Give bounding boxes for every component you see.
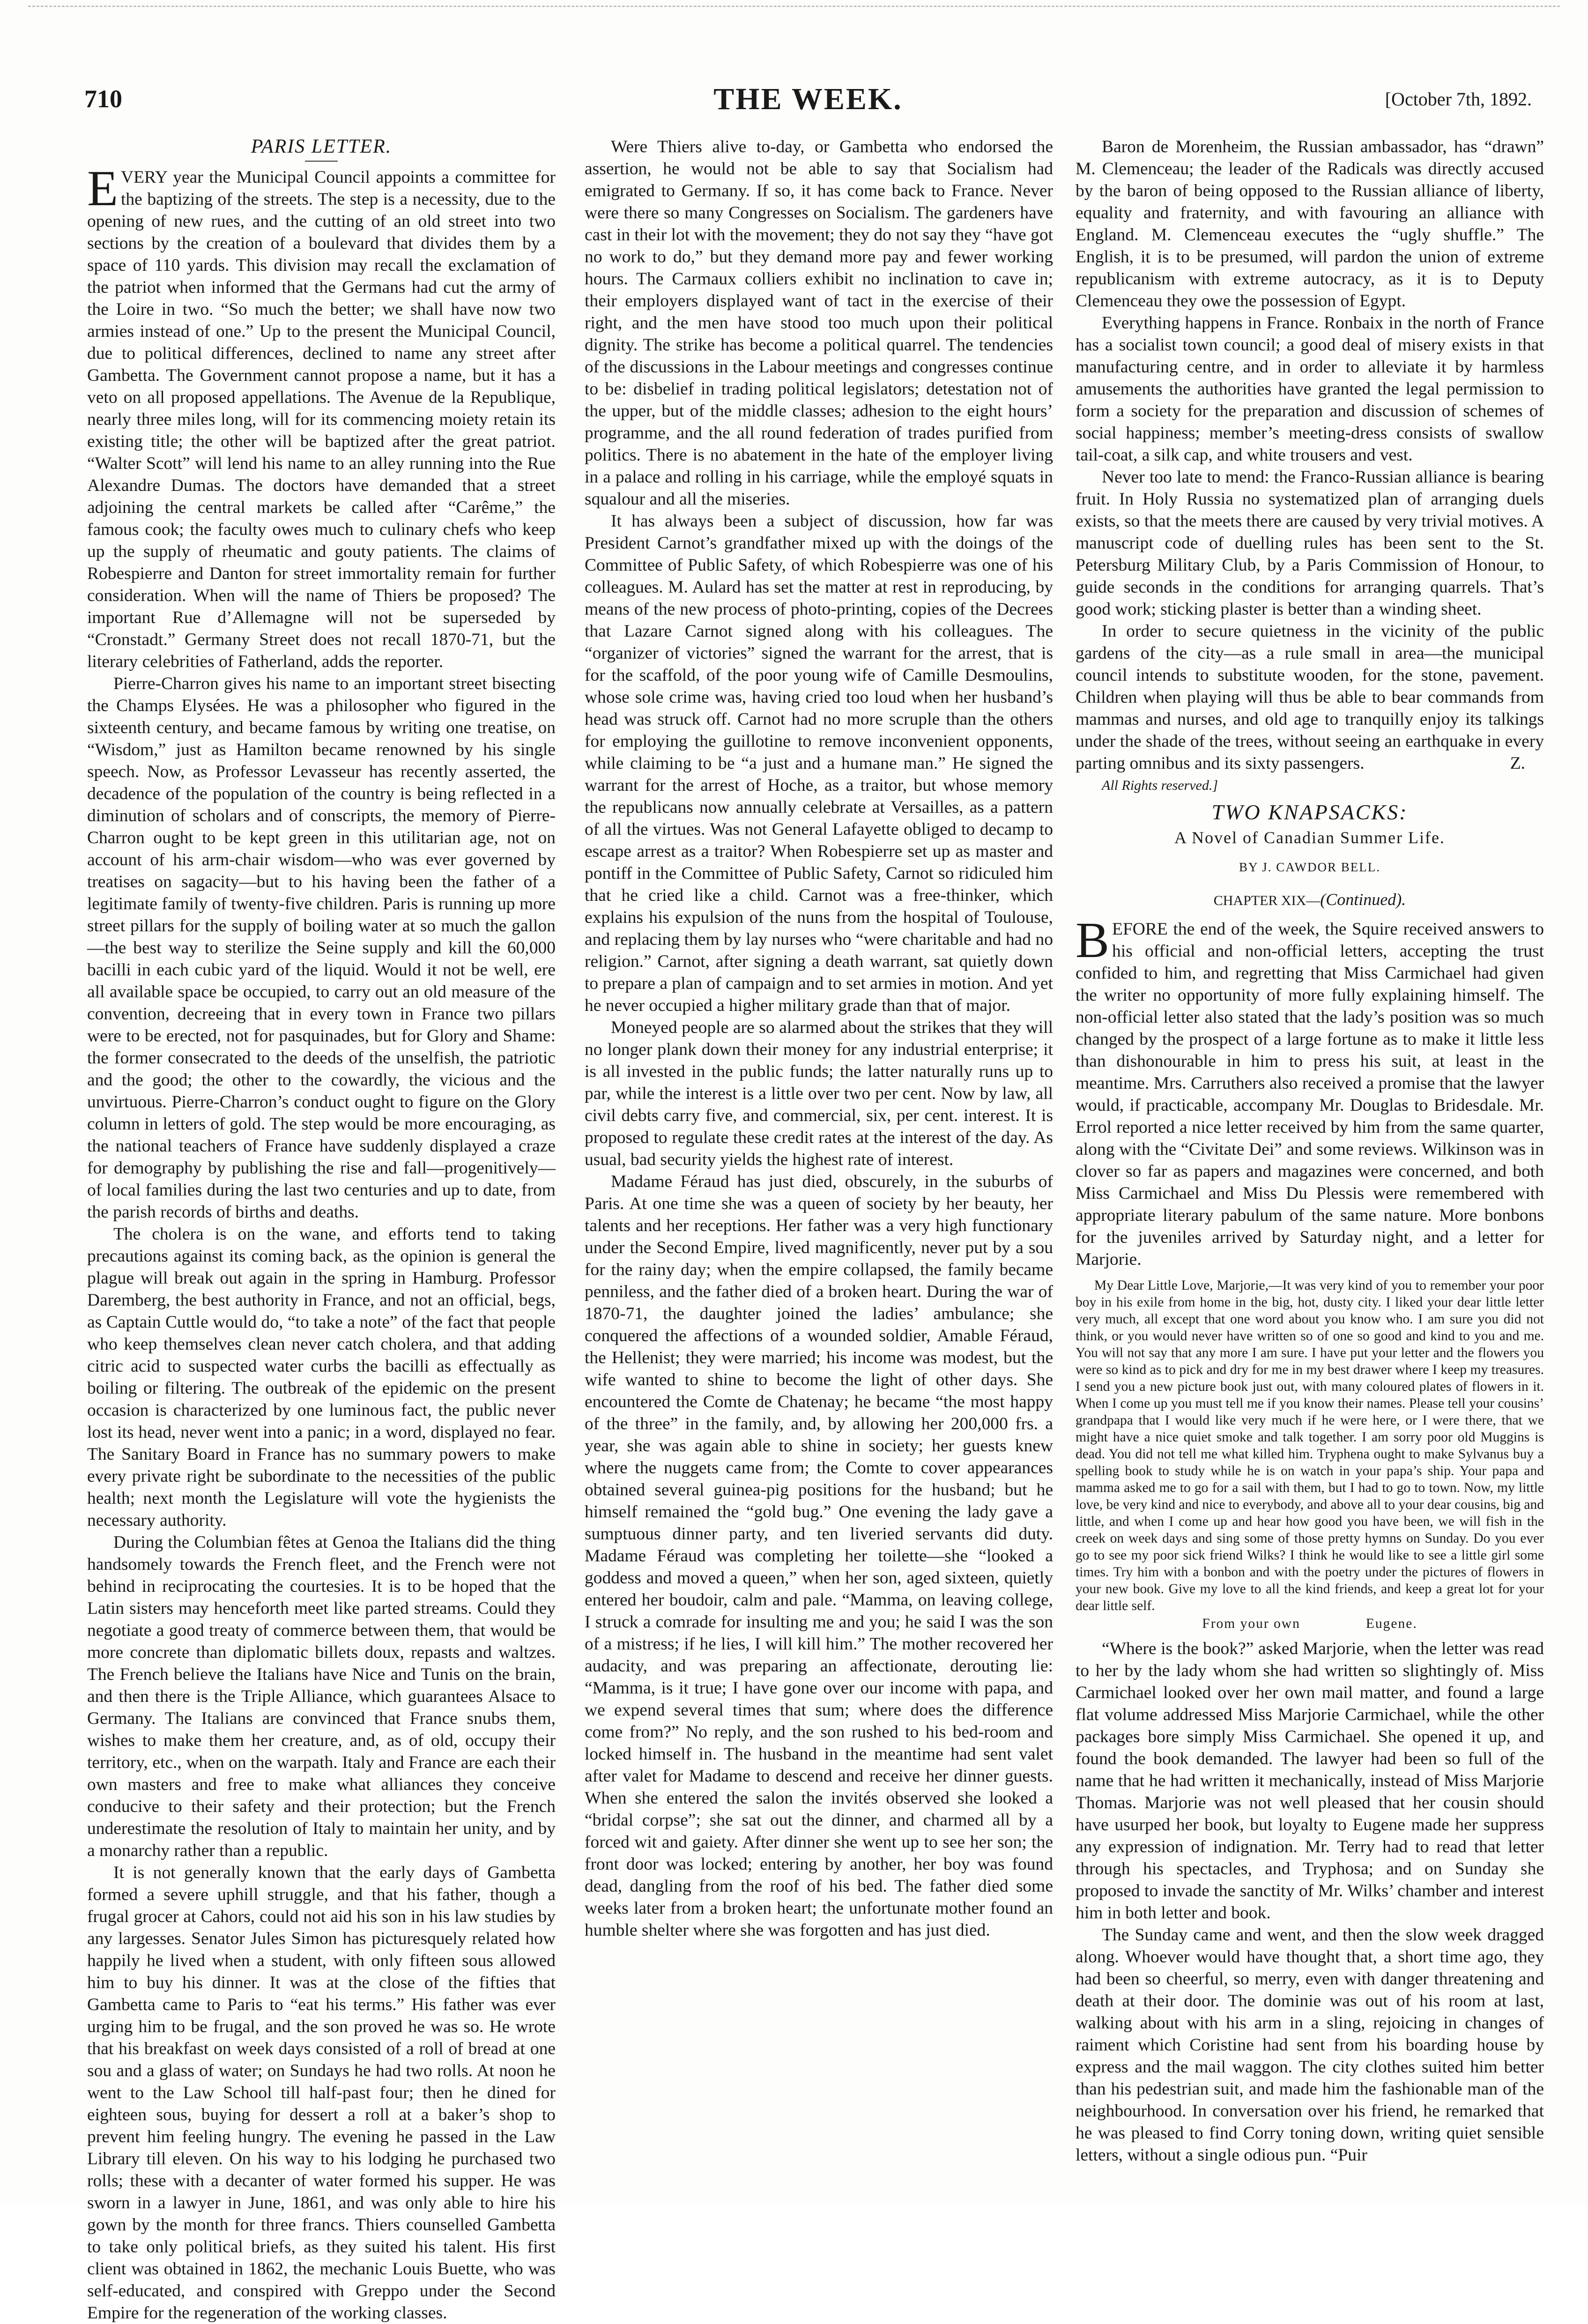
rights-notice: All Rights reserved.] [1102,778,1218,793]
novel-author: BY J. CAWDOR BELL. [1239,860,1381,874]
issue-date: [October 7th, 1892. [1385,89,1532,110]
article-paragraph: The cholera is on the wane, and efforts tend to taking precautions against its coming back, as the opinion is general the plague will break out again in the spring in Hamburg. Professor Daremberg, the best authority in France, and not an official, begs, as Captain Cuttle would do, “to take a note” of the fact that people who keep themselves clean never catch cholera, and that adding citric acid to suspected water curbs the bacilli as effectually as boiling or filtering. The outbreak of the epidemic on the present occasion is characterized by one luminous fact, the public never lost its head, never went into a panic; in a word, displayed no fear. The Sanitary Board in France has no summary powers to make every private right be subordinate to the necessities of the public health; next month the Legislature will vote the hygienists the necessary authority. [87,1225,556,1530]
letter-closing [1076,1615,1544,1632]
chapter-continued: (Continued). [1320,890,1406,909]
letter-from: From your own [1202,1616,1300,1631]
chapter-label: CHAPTER XIX— [1213,893,1321,908]
column-3 [1076,136,1544,2174]
article-paragraph: Baron de Morenheim, the Russian ambassador, has “drawn” M. Clemenceau; the leader of the Radicals was directly accused by the baron of being opposed to the Russian alliance of liberty, equality and fraternity, and with favouring an alliance with England. M. Clemenceau executes the “ugly shuffle.” The English, it is to be presumed, will pardon the union of extreme republicanism with extreme autocracy, as it is to Deputy Clemenceau they owe the possession of Egypt. [1076,137,1544,311]
top-rule [28,6,1560,8]
column-2 [585,136,1053,2174]
title-rule [305,161,338,162]
chapter-heading [1076,889,1544,912]
article-paragraph-text: VERY year the Municipal Council appoints a committee for the baptizing of the streets. The step is a necessity, due to the opening of new rues, and the cutting of an old street into two sections by the creation of a boulevard that divides them by a space of 110 yards. This division may recall the exclamation of the patriot when informed that the Germans had cut the army of the Loire in two. “So much the better; we shall have now two armies instead of one.” Up to the present the Municipal Council, due to political differences, declined to name any street after Gambetta. The Government cannot propose a name, but it has a veto on all proposed appellations. The Avenue de la Republique, nearly three miles long, will for its commencing moiety retain its existing title; the other will be baptized after the great patriot. “Walter Scott” will lend his name to an alley running into the Rue Alexandre Dumas. The doctors have demanded that a street adjoining the central markets be called after “Carême,” the famous cook; the faculty owes much to culinary chefs who keep up the supply of rheumatic and gouty patients. The claims of Robespierre and Danton for street immortality remain for further consideration. When will the name of Thiers be proposed? The important Rue d’Allemagne will not be superseded by “Cronstadt.” Germany Street does not recall 1870-71, but the literary celebrities of Fatherland, adds the reporter. [87,168,556,671]
article-paragraph [87,161,556,673]
column-1 [87,136,556,2323]
article-paragraph [1076,620,1544,774]
article-paragraph: Madame Féraud has just died, obscurely, in the suburbs of Paris. At one time she was a queen of society by her beauty, her talents and her receptions. Her father was a very high functionary under the Second Empire, lived magnificently, never put by a sou for the rainy day; when the empire collapsed, the family became penniless, and the father died of a broken heart. During the war of 1870-71, the daughter joined the ladies’ ambulance; she conquered the affections of a wounded soldier, Amable Féraud, the Hellenist; they were married; his income was modest, but the wife wanted to shine to become the light of other days. She encountered the Comte de Chatenay; he became “the most happy of the three” in the family, and, by allowing her 200,000 frs. a year, she was again able to shine in society; her guests knew where the nuggets came from; the Comte to cover appearances obtained several guinea-pig positions for the husband; but he himself remained the “gold bug.” One evening the lady gave a sumptuous dinner party, and ten liveried servants did duty. Madame Féraud was completing her toilette—she “looked a goddess and moved a queen,” when her son, aged sixteen, quietly entered her boudoir, calm and pale. “Mamma, on leaving college, I struck a comrade for insulting me and you; he said I was the son of a mistress; if he lies, I will kill him.” The mother recovered her audacity, and was preparing an affectionate, derouting lie: “Mamma, is it true; I have gone over our income with papa, and we expend several times that sum; where does the difference come from?” No reply, and the son rushed to his bed-room and locked himself in. The husband in the meantime had sent valet after valet for Madame to descend and receive her dinner guests. When she entered the salon the invités observed she looked a “bridal corpse”; she sat out the dinner, and charmed all by a forced wit and gaiety. After dinner she went up to see her son; the front door was locked; entering by another, her boy was found dead, dangling from the roof of his bed. The father died some weeks later from a broken heart; the unfortunate mother found an humble shelter where she was forgotten and has just died. [585,1172,1053,1940]
novel-paragraph-text: EFORE the end of the week, the Squire received answers to his official and non-official letters, accepting the trust confided to him, and regretting that Miss Carmichael had given the writer no opportunity of more fully explaining himself. The non-official letter also stated that the lady’s position was so much changed by the prospect of a large fortune as to make it little less than dishonourable in him to press his suit, at least in the meantime. Mrs. Carruthers also received a promise that the lawyer would, if practicable, accompany Mr. Douglas to Bridesdale. Mr. Errol reported a nice letter received by him from the same quarter, along with the “Civitate Dei” and some reviews. Wilkinson was in clover so far as papers and magazines were concerned, and both Miss Carmichael and Miss Du Plessis were remembered with appropriate literary pabulum of the same nature. More bonbons for the juveniles arrived by Saturday night, and a letter for Marjorie. [1076,920,1544,1269]
article-paragraph: Pierre-Charron gives his name to an important street bisecting the Champs Elysées. He was a philosopher who figured in the sixteenth century, and became famous by writing one treatise, on “Wisdom,” just as Hamilton became renowned by his single speech. Now, as Professor Levasseur has recently asserted, the decadence of the population of the country is being reflected in a diminution of scholars and of conscripts, the memory of Pierre-Charron ought to be kept green in this utilitarian age, not on account of his arm-chair wisdom—who was ever governed by treatises on sagacity—but to his having been the father of a legitimate family of twenty-five children. Paris is running up more street pillars for the supply of boiling water at so much the gallon—the best way to sterilize the Seine supply and kill the 60,000 bacilli in each cubic yard of the liquid. Would it not be well, ere all available space be occupied, to carry out an old measure of the convention, decreeing that in every town in France two pillars were to be erected, not for pasquinades, but for Glory and Shame: the former consecrated to the deeds of the unselfish, the patriotic and the good; the other to the cowardly, the vicious and the unvirtuous. Pierre-Charron’s conduct ought to figure on the Glory column in letters of gold. The step would be more encouraging, as the national teachers of France have suddenly displayed a craze for demography by publishing the rise and fall—progenitively—of local families during the last two centuries and up to date, from the parish records of births and deaths. [87,674,556,1222]
article-paragraph: It has always been a subject of discussion, how far was President Carnot’s grandfather mixed up with the doings of the Committee of Public Safety, of which Robespierre was one of his colleagues. M. Aulard has set the matter at rest in reproducing, by means of the new process of photo-printing, copies of the Decrees that Lazare Carnot signed along with his colleagues. The “organizer of victories” signed the warrant for the arrest, that is for the scaffold, of the poor young wife of Camille Desmoulins, whose sole crime was, having cried too loud when her husband’s head was struck off. Carnot had no more scruple than the others for employing the guillotine to remove inconvenient opponents, while claiming to be “a just and a humane man.” He signed the warrant for the arrest of Hoche, as a traitor, but whose memory the republicans now annually celebrate at Versailles, as a pattern of all the virtues. Was not General Lafayette obliged to decamp to escape arrest as a traitor? When Robespierre set up as master and pontiff in the Committee of Public Safety, Carnot so ridiculed him that he cried like a child. Carnot was a free-thinker, which explains his expulsion of the nuns from the hospital of Toulouse, and replacing them by lay nurses who “were charitable and had no religion.” Carnot, after signing a death warrant, sat quietly down to prepare a plan of campaign and to set armies in motion. And yet he never occupied a higher military grade than that of major. [585,512,1053,1015]
letter-text: My Dear Little Love, Marjorie,—It was very kind of you to remember your poor boy in his exile from home in the big, hot, dusty city. I liked your dear little letter very much, all except that one word about you know who. I am sure you did not think, or you would never have written so of one so good and kind to you and me. You will not say that any more I am sure. I have put your letter and the flowers you were so kind as to pick and dry for me in my best drawer where I keep my treasures. I send you a new picture book just out, with many coloured plates of flowers in it. When I come up you must tell me if you know their names. Please tell your cousins’ grandpapa that I would like very much if he were here, or I were there, that we might have a nice quiet smoke and talk together. I am sorry poor old Muggins is dead. You did not tell me what killed him. Tryphena ought to make Sylvanus buy a spelling book to study while he is on watch in your papa’s ship. Your papa and mamma asked me to go for a sail with them, but I had to go to town. Now, my little love, be very kind and nice to everybody, and above all to your dear cousins, big and little, and when I come up and hear how good you have been, we will fish in the creek on week days and sing some of those pretty hymns on Sunday. Do you ever go to see my poor sick friend Wilks? I think he would like to see a little girl some times. Try him with a bonbon and with the poetry under the pictures of flowers in your new book. Give my love to all the kind friends, and keep a great lot for your dear little self. [1076,1278,1544,1613]
embedded-letter [1076,1277,1544,1632]
article-paragraph-text: In order to secure quietness in the vicinity of the public gardens of the city—as a rule small in area—the municipal council intends to substitute wooden, for the stone, pavement. Children when playing will thus be able to bear commands from mammas and nurses, and old age to tranquilly enjoy its talkings under the shade of the trees, without seeing an earthquake in every parting omnibus and its sixty passengers. [1076,622,1544,773]
novel-paragraph: “Where is the book?” asked Marjorie, when the letter was read to her by the lady whom she had written so slightingly of. Miss Carmichael looked over her own mail matter, and found a large flat volume addressed Miss Marjorie Carmichael, while the other packages bore simply Miss Carmichael. She opened it up, and found the book demanded. The lawyer had been so full of the name that he had written it mechanically, instead of Miss Marjorie Thomas. Marjorie was not well pleased that her cousin should have usurped her book, but loyalty to Eugene made her suppress any expression of indignation. Mr. Terry had to read that letter through his spectacles, and Tryphosa; and on Sunday she proposed to invade the sanctity of Mr. Wilks’ chamber and interest him in both letter and book. [1076,1639,1544,1923]
article-title: PARIS LETTER. [251,136,392,157]
page-number: 710 [84,85,122,113]
article-paragraph: Moneyed people are so alarmed about the strikes that they will no longer plank down their money for any industrial enterprise; it is all invested in the public funds; the latter naturally runs up to par, while the interest is a little over two per cent. Now by law, all civil debts carry five, and commercial, six, per cent. interest. It is proposed to regulate these credit rates at the interest of the day. As usual, bad security yields the highest rate of interest. [585,1018,1053,1169]
drop-cap: E [87,161,118,216]
novel-paragraph: The Sunday came and went, and then the slow week dragged along. Whoever would have thought that, a short time ago, they had been so cheerful, so merry, even with danger threatening and death at their door. The dominie was out of his room at last, walking about with his arm in a sling, rejoicing in changes of raiment which Coristine had sent from his boarding house by express and the mail waggon. The city clothes suited him better than his pedestrian suit, and made him the fashionable man of the neighbourhood. In conversation over his friend, he remarked that he was pleased to find Corry toning down, writing quiet sensible letters, without a single odious pun. “Puir [1076,1925,1544,2165]
masthead-title: THE WEEK. [713,82,903,116]
article-paragraph: It is not generally known that the early days of Gambetta formed a severe uphill struggle, and that his father, though a frugal grocer at Cahors, could not aid his son in his law studies by any largesses. Senator Jules Simon has picturesquely related how happily he lived when a student, with only fifteen sous allowed him to buy his dinner. It was at the close of the fifties that Gambetta came to Paris to “eat his terms.” His father was ever urging him to be frugal, and the son proved he was so. He wrote that his breakfast on week days consisted of a roll of bread at one sou and a glass of water; on Sundays he had two rolls. At noon he went to the Law School till half-past four; then he dined for eighteen sous, buying for dessert a roll at a baker’s shop to prevent him feeling hungry. The evening he passed in the Law Library till eleven. On his way to his lodging he purchased two rolls; these with a decanter of water formed his supper. He was sworn in a lawyer in June, 1861, and was only able to hire his gown by the month for three francs. Thiers counselled Gambetta to take only political briefs, as they suited his talent. His first client was obtained in 1862, the mechanic Louis Buette, who was self-educated, and conspired with Greppo under the Second Empire for the regeneration of the working classes. [87,1863,556,2323]
article-paragraph: Were Thiers alive to-day, or Gambetta who endorsed the assertion, he would not be able to say that Socialism had emigrated to Germany. If so, it has come back to France. Never were there so many Congresses on Socialism. The gardeners have cast in their lot with the movement; they do not say they “have got no work to do,” but they demand more pay and fewer working hours. The Carmaux colliers exhibit no inclination to cave in; their employers displayed want of tact in the exercise of their right, and the men have stood too much upon their political dignity. The strike has become a political quarrel. The tendencies of the discussions in the Labour meetings and congresses continue to be: disbelief in trading political legislators; detestation not of the upper, but of the middle classes; adhesion to the eight hours’ programme, and the all round federation of trades purified from politics. There is no abatement in the hate of the employer living in a palace and rolling in his carriage, while the employé squats in squalour and all the miseries. [585,137,1053,509]
novel-subtitle: A Novel of Canadian Summer Life. [1174,828,1445,847]
drop-cap: B [1076,913,1110,968]
article-paragraph: During the Columbian fêtes at Genoa the Italians did the thing handsomely towards the French fleet, and the French were not behind in reciprocating the courtesies. It is to be hoped that the Latin sisters may henceforth meet like parted streams. Could they negotiate a good treaty of commerce between them, that would be more concrete than diplomatic billets doux, repasts and waltzes. The French believe the Italians have Nice and Tunis on the brain, and then there is the Triple Alliance, which guarantees Alsace to Germany. The Italians are convinced that France snubs them, wishes to make them her creature, and, as of old, occupy their territory, etc., when on the warpath. Italy and France are each their own masters and free to make what alliances they conceive conducive to their safety and their protection; but the French underestimate the resolution of Italy to maintain her unity, and by a monarchy rather than a republic. [87,1533,556,1860]
letter-signature: Eugene. [1365,1616,1417,1631]
signature: Z. [1510,754,1525,773]
novel-title: TWO KNAPSACKS: [1211,800,1408,824]
masthead [84,84,1532,122]
novel-paragraph [1076,913,1544,1270]
article-paragraph: Everything happens in France. Ronbaix in the north of France has a socialist town council; a good deal of misery exists in that manufacturing centre, and in order to alleviate it by harmless amusements the authorities have granted the legal permission to form a society for the preparation and discussion of schemes of social happiness; member’s meeting-dress consists of swallow tail-coat, a silk cap, and white trousers and vest. [1076,313,1544,465]
article-paragraph: Never too late to mend: the Franco-Russian alliance is bearing fruit. In Holy Russia no systematized plan of arranging duels exists, so that the meets there are caused by very trivial motives. A manuscript code of duelling rules has been sent to the St. Petersburg Military Club, by a Paris Commission of Honour, to guide seconds in the conditions for arranging quarrels. That’s good work; sticking plaster is better than a winding sheet. [1076,468,1544,619]
